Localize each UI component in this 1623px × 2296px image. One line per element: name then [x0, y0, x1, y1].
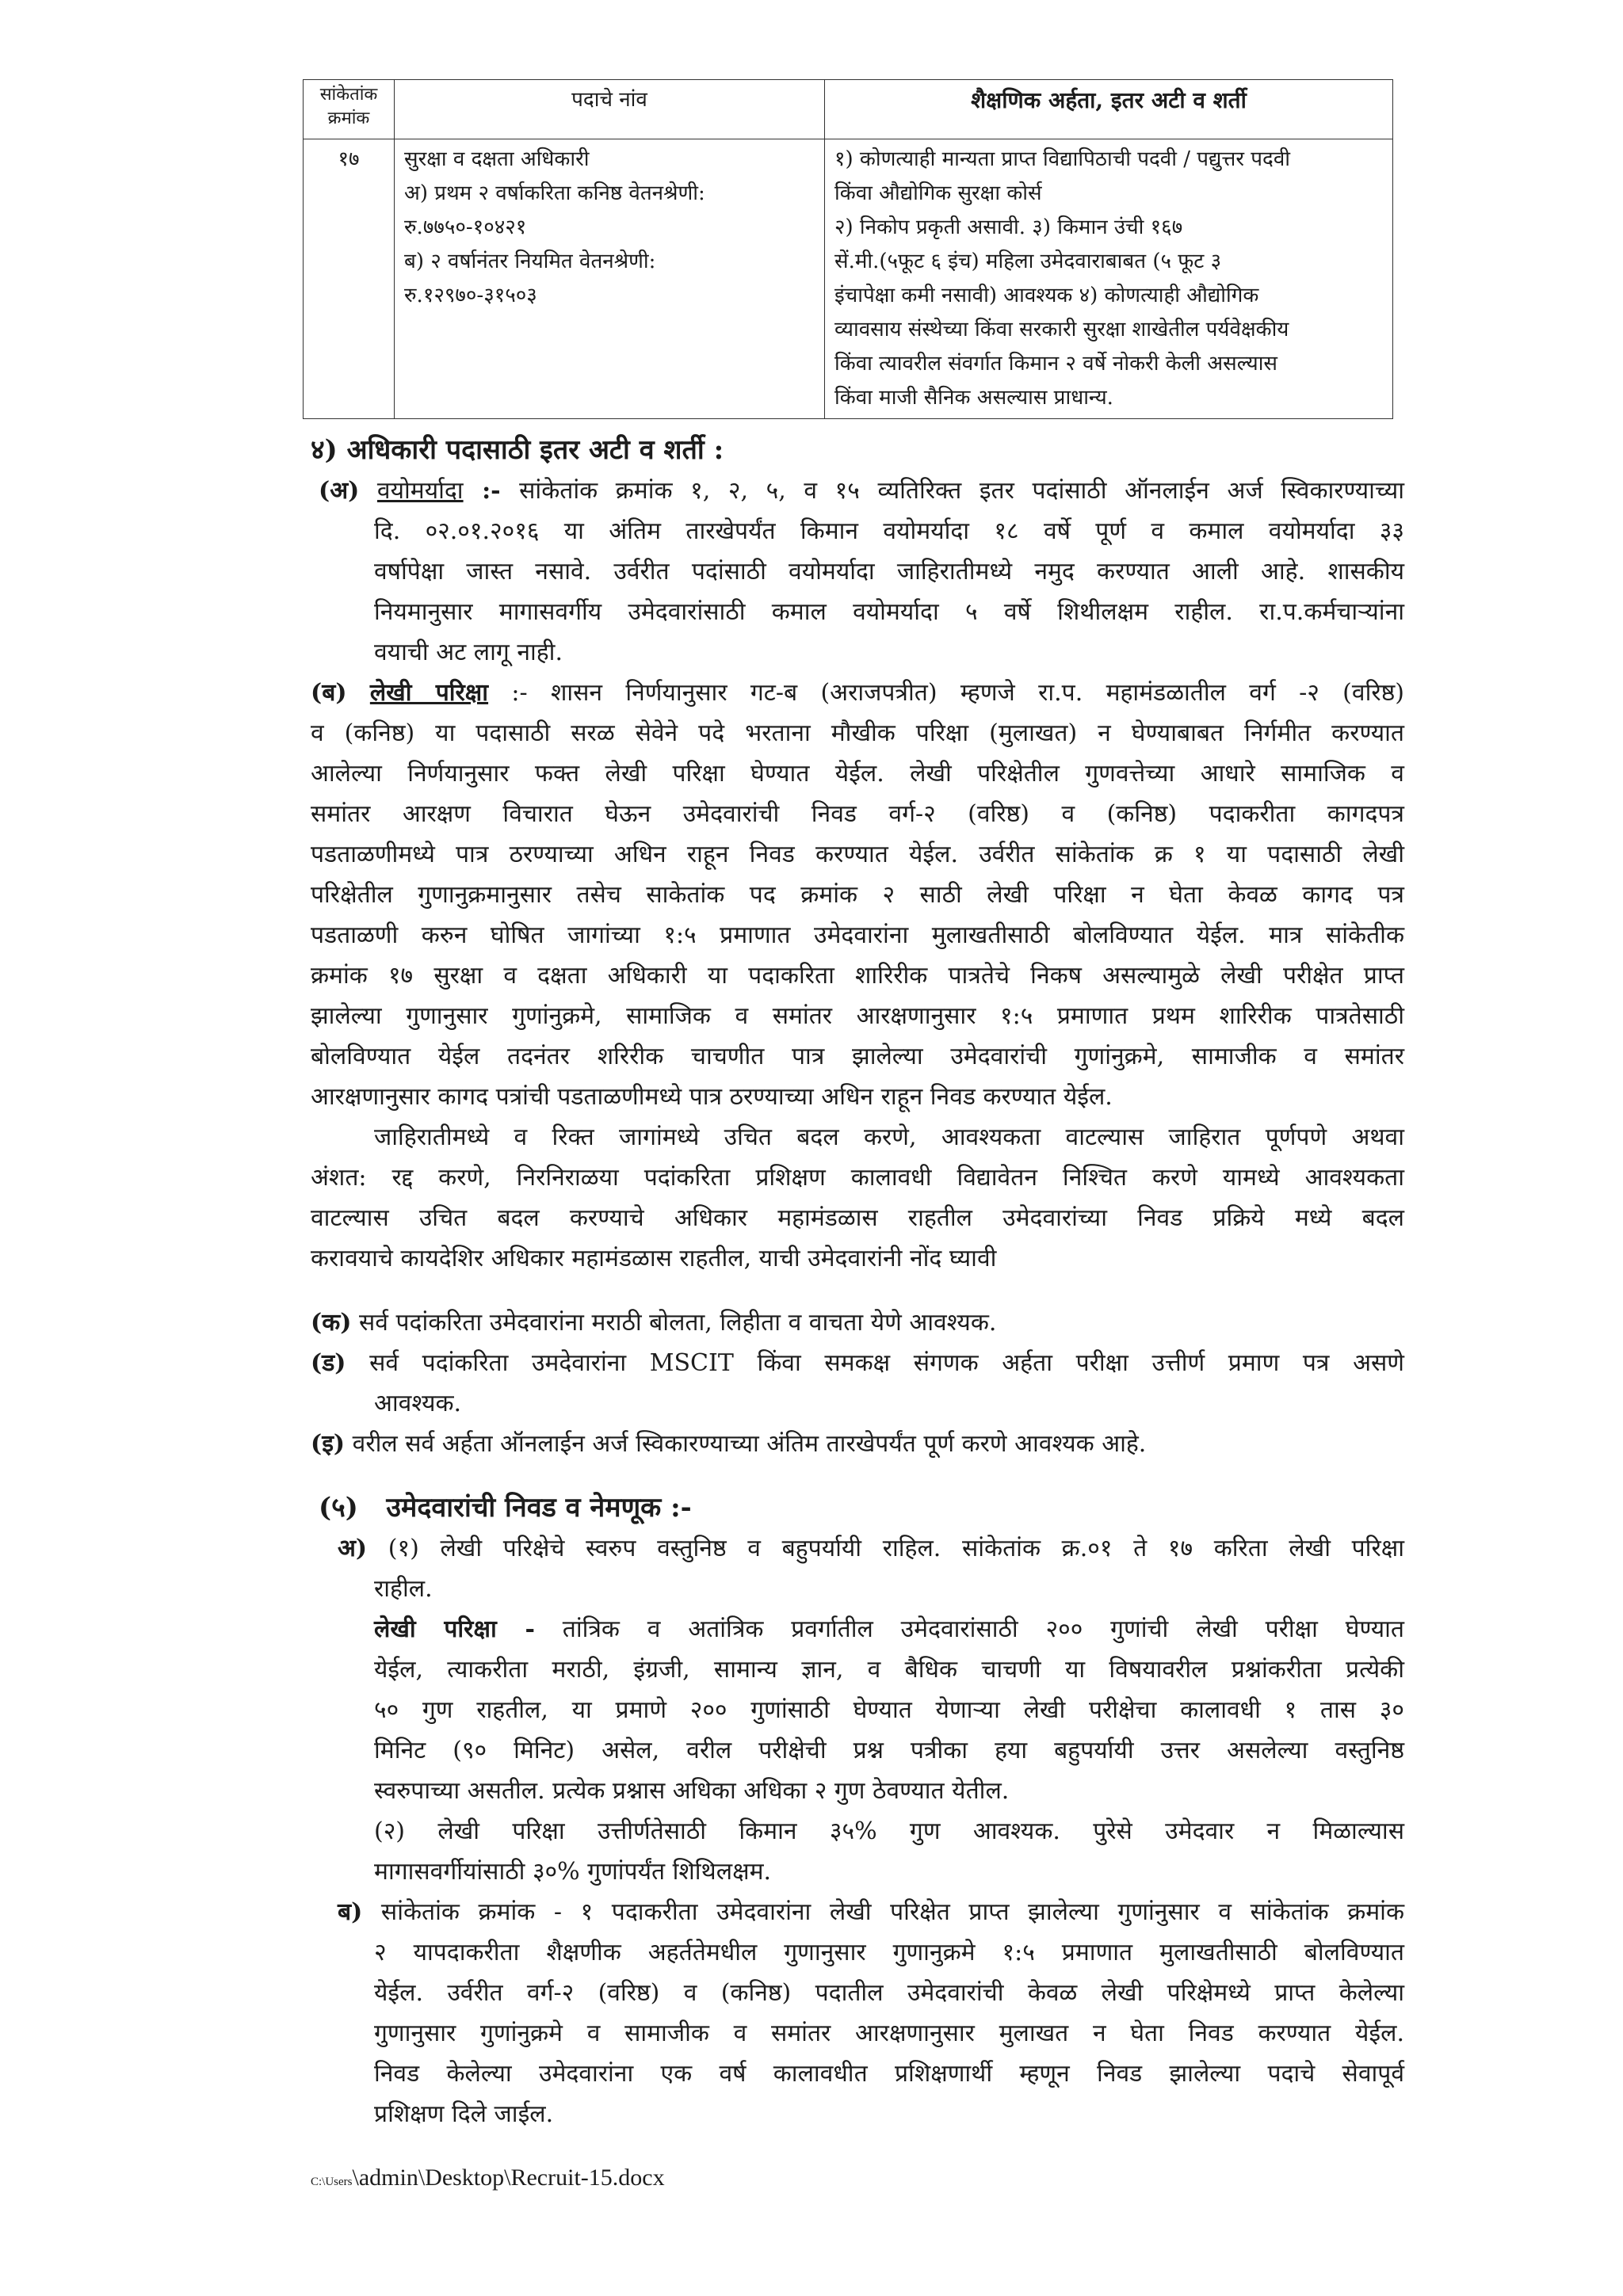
post-name-line: ब) २ वर्षानंतर नियमित वेतनश्रेणी: — [404, 250, 656, 273]
section5-b-line: २ यापदाकरीता शैक्षणीक अहर्ततेमधील गुणानुसार गुणानुक्रमे १:५ प्रमाणात मुलाखतीसाठी बोलविण्यात — [374, 1939, 1404, 1966]
section5-b-line: प्रशिक्षण दिले जाईल. — [374, 2100, 554, 2128]
post-name-line: रु.१२९७०-३१५०३ — [404, 284, 537, 307]
written-exam-line: झालेल्या गुणानुसार गुणांनुक्रमे, सामाजिक व समांतर आरक्षणानुसार १:५ प्रमाणात प्रथम शारिरीक पात्रतेसाठी — [311, 1002, 1404, 1030]
written-exam-line: पडताळणी करुन घोषित जागांच्या १:५ प्रमाणात उमेदवारांना मुलाखतीसाठी बोलविण्यात येईल. मात्र सांकेतीक — [311, 921, 1404, 949]
pass-marks-line: (२) लेखी परिक्षा उत्तीर्णतेसाठी किमान ३५% गुण आवश्यक. पुरेसे उमेदवार न मिळाल्यास — [374, 1817, 1404, 1845]
qualification-line: इंचापेक्षा कमी नसावी) आवश्यक ४) कोणत्याही औद्योगिक — [834, 284, 1259, 307]
row-post-name — [395, 139, 825, 419]
age-limit-line: सांकेतांक क्रमांक १, २, ५, व १५ व्यतिरिक्त इतर पदांसाठी ऑनलाईन अर्ज स्विकारण्याच्या — [519, 477, 1404, 505]
rights-line: करावयाचे कायदेशिर अधिकार महामंडळास राहतील, याची उमेदवारांनी नोंद घ्यावी — [311, 1245, 997, 1272]
section5-heading — [311, 1488, 1404, 1528]
written-exam-line: बोलविण्यात येईल तदनंतर शरिरीक चाचणीत पात्र झालेल्या उमेदवारांची गुणांनुक्रमे, सामाजीक व समांतर — [311, 1043, 1404, 1070]
age-limit-line: वयाची अट लागू नाही. — [374, 639, 563, 666]
written-exam-line: आरक्षणानुसार कागद पत्रांची पडताळणीमध्ये पात्र ठरण्याच्या अधिन राहून निवड करण्यात येईल. — [311, 1083, 1113, 1111]
qualification-line: १) कोणत्याही मान्यता प्राप्त विद्यापिठाची पदवी / पद्युत्तर पदवी — [834, 147, 1291, 171]
deadline-marker: (इ) — [311, 1430, 346, 1458]
exam-line: स्वरुपाच्या असतील. प्रत्येक प्रश्नास अधिका अधिका २ गुण ठेवण्यात येतील. — [374, 1777, 1010, 1805]
rights-line: जाहिरातीमध्ये व रिक्त जागांमध्ये उचित बदल करणे, आवश्यकता वाटल्यास जाहिरात पूर्णपणे अथवा — [374, 1123, 1404, 1151]
section5-b-first — [311, 1892, 1404, 1932]
written-exam-title: लेखी परिक्षा — [369, 679, 489, 707]
pass-marks-line: मागासवर्गीयांसाठी ३०% गुणांपर्यंत शिथिलक्षम. — [374, 1858, 772, 1886]
written-exam-line: क्रमांक १७ सुरक्षा व दक्षता अधिकारी या पदाकरिता शारिरीक पात्रतेचे निकष असल्यामुळे लेखी परीक्षेत प्राप्त — [311, 962, 1404, 990]
section5-a-first — [311, 1528, 1404, 1569]
spacer — [311, 1279, 1404, 1302]
header-qualification: शैक्षणिक अर्हता, इतर अटी व शर्ती — [825, 80, 1393, 139]
footer-path-prefix: C:\Users — [311, 2176, 353, 2188]
marathi-marker: (क) — [311, 1309, 352, 1337]
exam-line: ५० गुण राहतील, या प्रमाणे २०० गुणांसाठी घेण्यात येणाऱ्या लेखी परीक्षेचा कालावधी १ तास ३० — [374, 1696, 1404, 1724]
written-exam-sep: :- — [488, 679, 551, 707]
spacer — [311, 1464, 1404, 1488]
age-limit-marker: (अ) — [319, 477, 360, 505]
row-qualification — [825, 139, 1393, 419]
written-exam-line: समांतर आरक्षण विचारात घेऊन उमेदवारांची निवड वर्ग-२ (वरिष्ठ) व (कनिष्ठ) पदाकरीता कागदपत्र — [311, 800, 1404, 828]
header-code-number: सांकेतांक क्रमांक — [304, 80, 395, 139]
post-name-line: अ) प्रथम २ वर्षाकरिता कनिष्ठ वेतनश्रेणी: — [404, 181, 705, 205]
age-limit-sep: :- — [463, 477, 520, 505]
mscit-text-cont: आवश्यक. — [374, 1390, 462, 1417]
post-name-line: सुरक्षा व दक्षता अधिकारी — [404, 147, 590, 171]
age-limit-first-line — [311, 471, 1404, 511]
exam-text: तांत्रिक व अतांत्रिक प्रवर्गातील उमेदवारांसाठी २०० गुणांची लेखी परीक्षा घेण्यात — [562, 1615, 1404, 1643]
table-header-row — [304, 80, 1393, 139]
section5-a-marker: अ) — [338, 1535, 368, 1562]
section5-title: उमेदवारांची निवड व नेमणूक :- — [386, 1492, 692, 1524]
footer-path: \admin\Desktop\Recruit-15.docx — [352, 2164, 665, 2191]
written-exam-first-line — [311, 673, 1404, 713]
rights-line: अंशत: रद्द करणे, निरनिराळया पदांकरिता प्रशिक्षण कालावधी विद्यावेतन निश्चित करणे यामध्ये आवश्यकता — [311, 1164, 1404, 1192]
exam-first-line — [311, 1609, 1404, 1650]
section5-b-text: सांकेतांक क्रमांक - १ पदाकरीता उमेदवारांना लेखी परिक्षेत प्राप्त झालेल्या गुणांनुसार व सांकेतांक क्रमांक — [380, 1898, 1404, 1926]
file-path-footer — [311, 2164, 665, 2191]
section5-b-line: निवड केलेल्या उमेदवारांना एक वर्ष कालावधीत प्रशिक्षणार्थी म्हणून निवड झालेल्या पदाचे सेवापूर्व — [374, 2060, 1404, 2088]
age-limit-title: वयोमर्यादा — [376, 477, 464, 505]
exam-title: लेखी परिक्षा - — [374, 1615, 535, 1643]
written-exam-marker: (ब) — [311, 679, 347, 707]
qualification-line: २) निकोप प्रकृती असावी. ३) किमान उंची १६७ — [834, 215, 1183, 239]
mscit-requirement — [311, 1343, 1404, 1383]
row-code-number: १७ — [304, 139, 395, 419]
qualification-line: व्यावसाय संस्थेच्या किंवा सरकारी सुरक्षा शाखेतील पर्यवेक्षकीय — [834, 318, 1289, 341]
section5-a-text: (१) लेखी परिक्षेचे स्वरुप वस्तुनिष्ठ व बहुपर्यायी राहिल. सांकेतांक क्र.०१ ते १७ करिता लेखी परिक्षा — [388, 1535, 1404, 1562]
written-exam-line: परिक्षेतील गुणानुक्रमानुसार तसेच साकेतांक पद क्रमांक २ साठी लेखी परिक्षा न घेता केवळ कागद पत्र — [311, 881, 1404, 909]
qualification-line: सें.मी.(५फूट ६ इंच) महिला उमेदवाराबाबत (५ फूट ३ — [834, 250, 1222, 273]
mscit-marker: (ड) — [311, 1349, 346, 1377]
section5-b-line: येईल. उर्वरीत वर्ग-२ (वरिष्ठ) व (कनिष्ठ) पदातील उमेदवारांची केवळ लेखी परिक्षेमध्ये प्राप्त केलेल्या — [374, 1979, 1404, 2007]
section5-b-marker: ब) — [338, 1898, 363, 1926]
post-details-table — [303, 79, 1393, 419]
age-limit-line: वर्षापेक्षा जास्त नसावे. उर्वरीत पदांसाठी वयोमर्यादा जाहिरातीमध्ये नमुद करण्यात आली आहे. शासकीय — [374, 558, 1404, 585]
header-post-name: पदाचे नांव — [395, 80, 825, 139]
exam-line: मिनिट (९० मिनिट) असेल, वरील परीक्षेची प्रश्न पत्रीका हया बहुपर्यायी उत्तर असलेल्या वस्तुनिष्ठ — [374, 1737, 1404, 1764]
qualification-line: किंवा औद्योगिक सुरक्षा कोर्स — [834, 181, 1042, 205]
age-limit-line: नियमानुसार मागासवर्गीय उमेदवारांसाठी कमाल वयोमर्यादा ५ वर्षे शिथीलक्षम राहील. रा.प.कर्मचाऱ्यांना — [374, 598, 1404, 626]
written-exam-text: शासन निर्णयानुसार गट-ब (अराजपत्रीत) म्हणजे रा.प. महामंडळातील वर्ग -२ (वरिष्ठ) — [550, 679, 1404, 707]
section5-marker: (५) — [319, 1492, 358, 1524]
marathi-text: सर्व पदांकरिता उमेदवारांना मराठी बोलता, लिहीता व वाचता येणे आवश्यक. — [358, 1309, 997, 1337]
post-name-line: रु.७७५०-१०४२१ — [404, 215, 527, 239]
written-exam-line: व (कनिष्ठ) या पदासाठी सरळ सेवेने पदे भरताना मौखीक परिक्षा (मुलाखत) न घेण्याबाबत निर्गमीत करण्यात — [311, 719, 1404, 747]
document-body — [311, 430, 1404, 2134]
qualification-line: किंवा त्यावरील संवर्गात किमान २ वर्षे नोकरी केली असल्यास — [834, 352, 1277, 376]
deadline-text: वरील सर्व अर्हता ऑनलाईन अर्ज स्विकारण्याच्या अंतिम तारखेपर्यंत पूर्ण करणे आवश्यक आहे. — [352, 1430, 1147, 1458]
qualification-line: किंवा माजी सैनिक असल्यास प्राधान्य. — [834, 386, 1113, 410]
marathi-requirement — [311, 1302, 1404, 1343]
section4-heading: ४) अधिकारी पदासाठी इतर अटी व शर्ती : — [311, 434, 724, 466]
mscit-text: सर्व पदांकरिता उमदेवारांना MSCIT किंवा समकक्ष संगणक अर्हता परीक्षा उत्तीर्ण प्रमाण पत्र असणे — [369, 1349, 1404, 1377]
written-exam-line: पडताळणीमध्ये पात्र ठरण्याच्या अधिन राहून निवड करण्यात येईल. उर्वरीत सांकेतांक क्र १ या पदासाठी लेखी — [311, 841, 1404, 868]
section5-a-text-cont: राहील. — [374, 1575, 433, 1603]
rights-line: वाटल्यास उचित बदल करण्याचे अधिकार महामंडळास राहतील उमेदवारांच्या निवड प्रक्रिये मध्ये बदल — [311, 1204, 1404, 1232]
written-exam-line: आलेल्या निर्णयानुसार फक्त लेखी परिक्षा घेण्यात येईल. लेखी परिक्षेतील गुणवत्तेच्या आधारे सामाजिक व — [311, 760, 1404, 788]
section5-b-line: गुणानुसार गुणांनुक्रमे व सामाजीक व समांतर आरक्षणानुसार मुलाखत न घेता निवड करण्यात येईल. — [374, 2019, 1404, 2047]
deadline-requirement — [311, 1424, 1404, 1464]
age-limit-line: दि. ०२.०१.२०१६ या अंतिम तारखेपर्यंत किमान वयोमर्यादा १८ वर्षे पूर्ण व कमाल वयोमर्यादा ३३ — [374, 517, 1404, 545]
exam-line: येईल, त्याकरीता मराठी, इंग्रजी, सामान्य ज्ञान, व बैधिक चाचणी या विषयावरील प्रश्नांकरीता प्रत्येकी — [374, 1656, 1404, 1684]
table-row — [304, 139, 1393, 419]
